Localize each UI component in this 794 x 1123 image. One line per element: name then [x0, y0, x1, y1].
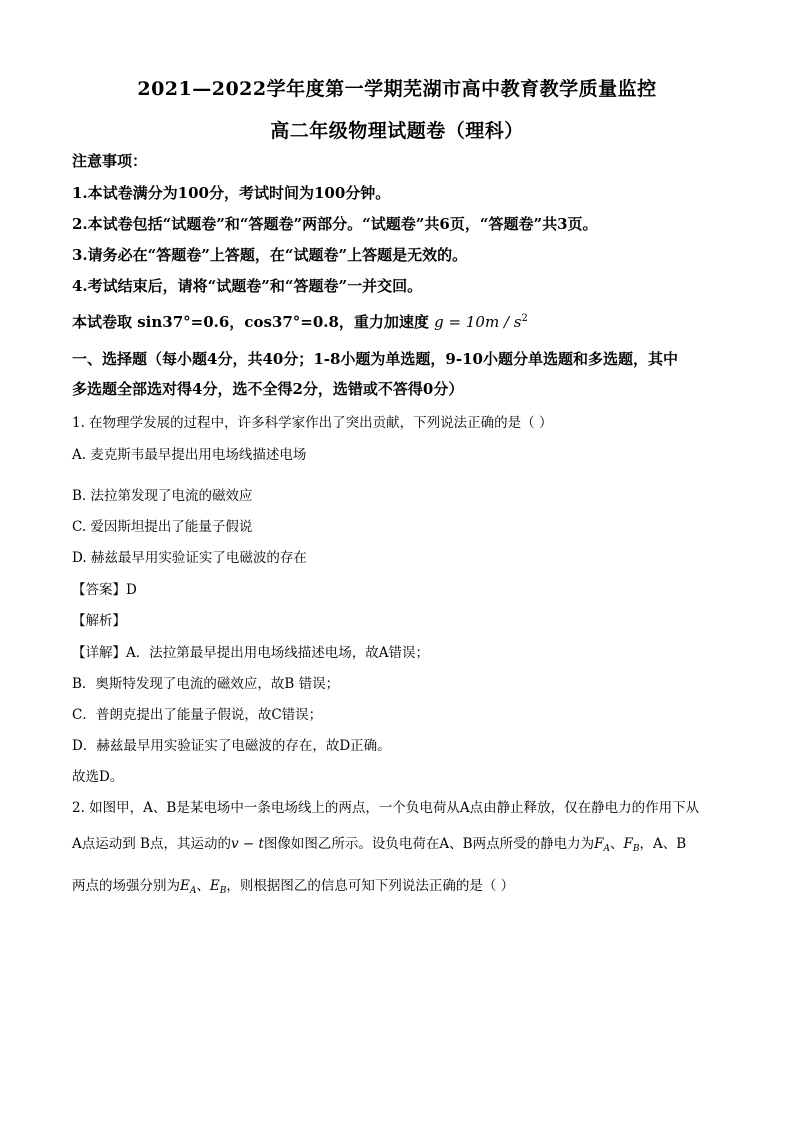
q1-option-a: A. 麦克斯韦最早提出用电场线描述电场 [72, 447, 307, 463]
q2-ea-symbol: E [180, 878, 190, 894]
q2-eb-subscript: B [219, 886, 227, 896]
q1-analysis-line-5: 故选D。 [72, 769, 124, 785]
q1-answer: 【答案】D [72, 582, 137, 598]
section1-heading-line1: 一、选择题（每小题4分，共40分；1-8小题为单选题，9-10小题分单选题和多选题，其中 [72, 350, 678, 368]
q2-vt-symbol: v − t [230, 836, 264, 852]
q2-line-2 [72, 832, 686, 854]
constants-text: 本试卷取 sin37°=0.6，cos37°=0.8，重力加速度 [72, 313, 429, 331]
section1-heading-line2: 多选题全部选对得4分，选不全得2分，选错或不答得0分） [72, 380, 464, 398]
q2-fa-symbol: F [594, 836, 604, 852]
notice-item-1: 1.本试卷满分为100分，考试时间为100分钟。 [72, 184, 391, 202]
gravity-formula: g = 10m / s [434, 313, 522, 331]
q1-option-b: B. 法拉第发现了电流的磁效应 [72, 488, 253, 504]
q2-line-3-text-a: 两点的场强分别为 [72, 878, 180, 894]
q1-stem: 1. 在物理学发展的过程中，许多科学家作出了突出贡献，下列说法正确的是（ ） [72, 415, 553, 431]
notice-item-4: 4.考试结束后，请将“试题卷”和“答题卷”一并交回。 [72, 277, 423, 295]
q1-analysis-line-4: D．赫兹最早用实验证实了电磁波的存在，故D正确。 [72, 738, 391, 754]
q2-line-2-text-a: A点运动到 B点，其运动的 [72, 836, 231, 852]
q1-option-d: D. 赫兹最早用实验证实了电磁波的存在 [72, 550, 307, 566]
q1-option-c: C. 爱因斯坦提出了能量子假说 [72, 519, 253, 535]
q2-ea-subscript: A [189, 886, 197, 896]
notice-item-3: 3.请务必在“答题卷”上答题，在“试题卷”上答题是无效的。 [72, 246, 468, 264]
q2-fb-subscript: B [632, 844, 640, 854]
gravity-exponent: 2 [521, 313, 528, 324]
q1-analysis-line-1: 【详解】A．法拉第最早提出用电场线描述电场，故A错误； [72, 645, 429, 661]
notice-heading: 注意事项： [72, 152, 148, 170]
q2-line-3-text-b: ，则根据图乙的信息可知下列说法正确的是（ ） [226, 878, 515, 894]
q1-analysis-line-2: B．奥斯特发现了电流的磁效应，故B 错误； [72, 676, 340, 692]
q2-line-3 [72, 874, 514, 896]
constants-line [72, 311, 528, 332]
q2-fa-subscript: A [603, 844, 610, 854]
q2-separator-2: 、 [196, 878, 210, 894]
q2-line-2-text-c: ，A、B [639, 836, 687, 852]
notice-item-2: 2.本试卷包括“试题卷”和“答题卷”两部分。“试题卷”共6页，“答题卷”共3页。 [72, 215, 598, 233]
q1-analysis-label: 【解析】 [72, 613, 126, 629]
q2-line-1: 2. 如图甲，A、B是某电场中一条电场线上的两点，一个负电荷从A点由静止释放，仅在静电力的作用下从 [72, 800, 700, 816]
exam-title-line2: 高二年级物理试题卷（理科） [270, 120, 524, 142]
q2-separator-1: 、 [609, 836, 624, 852]
exam-title-line1: 2021—2022学年度第一学期芜湖市高中教育教学质量监控 [137, 78, 657, 100]
q2-fb-symbol: F [623, 836, 633, 852]
q1-analysis-line-3: C．普朗克提出了能量子假说，故C错误； [72, 707, 323, 723]
q2-line-2-text-b: 图像如图乙所示。设负电荷在A、B两点所受的静电力为 [263, 836, 595, 852]
q2-eb-symbol: E [209, 878, 220, 894]
